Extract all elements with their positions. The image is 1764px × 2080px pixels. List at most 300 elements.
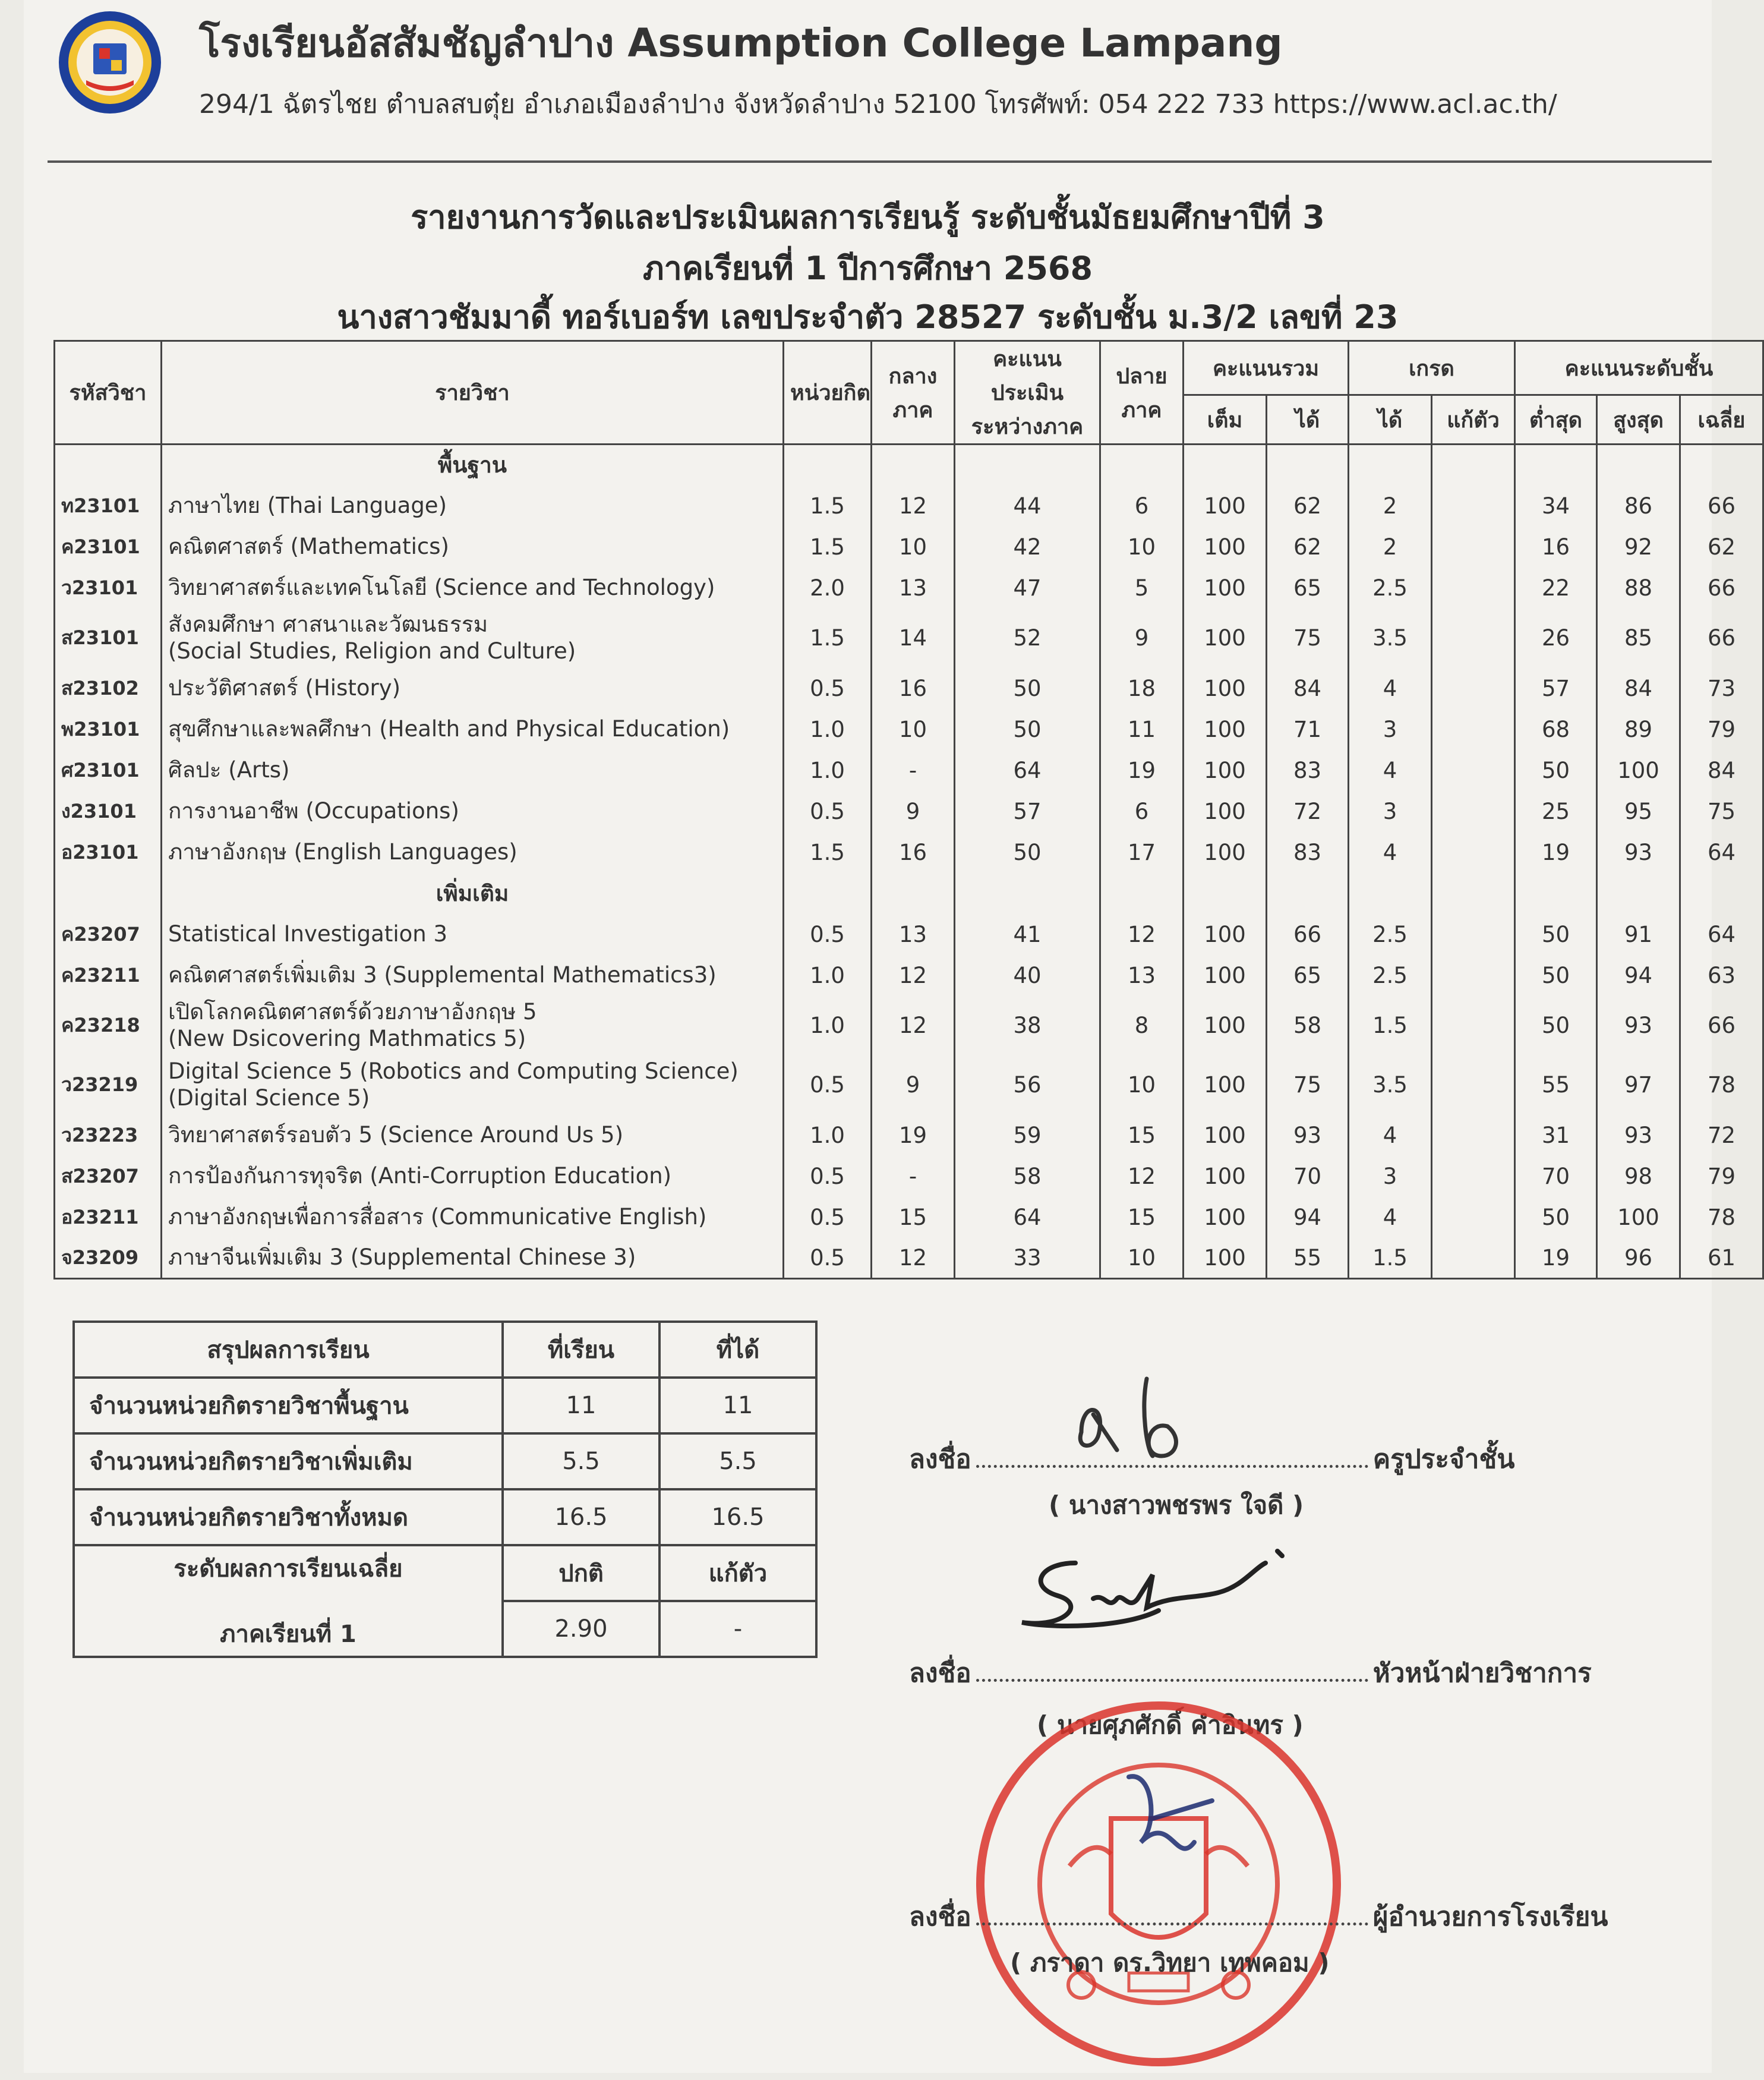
subject-name-line: เปิดโลกคณิตศาสตร์ด้วยภาษาอังกฤษ 5 bbox=[168, 999, 537, 1025]
cell-avg: 66 bbox=[1680, 609, 1763, 668]
summary-gpa-label: ระดับผลการเรียนเฉลี่ย ภาคเรียนที่ 1 bbox=[74, 1545, 503, 1657]
cell-interim: 50 bbox=[955, 668, 1100, 709]
cell-mid: 15 bbox=[872, 1197, 955, 1238]
cell-max: 94 bbox=[1597, 955, 1680, 996]
cell-avg: 72 bbox=[1680, 1115, 1763, 1156]
cell-mid: 10 bbox=[872, 527, 955, 568]
cell-grade: 3.5 bbox=[1349, 1055, 1432, 1115]
subject-name-line: การงานอาชีพ (Occupations) bbox=[168, 798, 459, 824]
cell-fix bbox=[1432, 709, 1515, 750]
cell-got: 62 bbox=[1267, 486, 1349, 527]
subject-code: อ23101 bbox=[55, 832, 162, 873]
cell-min: 50 bbox=[1515, 996, 1597, 1055]
cell-full: 100 bbox=[1184, 609, 1267, 668]
cell-grade: 4 bbox=[1349, 750, 1432, 791]
cell-got: 70 bbox=[1267, 1156, 1349, 1197]
cell-grade: 3 bbox=[1349, 791, 1432, 832]
cell-final: 13 bbox=[1100, 955, 1184, 996]
cell-full: 100 bbox=[1184, 1055, 1267, 1115]
table-row bbox=[55, 1238, 1763, 1279]
cell-fix bbox=[1432, 996, 1515, 1055]
subject-code: ค23101 bbox=[55, 527, 162, 568]
table-row bbox=[55, 668, 1763, 709]
cell-mid: 12 bbox=[872, 1238, 955, 1279]
subject-name-line: ประวัติศาสตร์ (History) bbox=[168, 675, 401, 701]
cell-grade: 4 bbox=[1349, 668, 1432, 709]
cell-fix bbox=[1432, 609, 1515, 668]
cell-mid: 9 bbox=[872, 1055, 955, 1115]
cell-interim: 41 bbox=[955, 914, 1100, 955]
subject-name-line: Statistical Investigation 3 bbox=[168, 921, 447, 947]
cell-interim: 38 bbox=[955, 996, 1100, 1055]
cell-credit: 1.0 bbox=[784, 996, 872, 1055]
table-row bbox=[55, 914, 1763, 955]
subject-name-line: ภาษาไทย (Thai Language) bbox=[168, 492, 447, 518]
cell-max: 100 bbox=[1597, 1197, 1680, 1238]
header-grade-fix: แก้ตัว bbox=[1432, 395, 1515, 445]
section-row bbox=[55, 445, 1763, 486]
report-title: รายงานการวัดและประเมินผลการเรียนรู้ ระดับชั้นมัธยมศึกษาปีที่ 3 bbox=[411, 198, 1325, 236]
cell-final: 10 bbox=[1100, 527, 1184, 568]
cell-avg: 73 bbox=[1680, 668, 1763, 709]
cell-min: 70 bbox=[1515, 1156, 1597, 1197]
cell-credit: 0.5 bbox=[784, 1055, 872, 1115]
cell-got: 83 bbox=[1267, 750, 1349, 791]
table-row bbox=[55, 1055, 1763, 1115]
cell-min: 50 bbox=[1515, 750, 1597, 791]
cell-got: 58 bbox=[1267, 996, 1349, 1055]
cell-grade: 4 bbox=[1349, 832, 1432, 873]
cell-min: 19 bbox=[1515, 832, 1597, 873]
summary-col-studied: ที่เรียน bbox=[503, 1322, 659, 1378]
cell-max: 92 bbox=[1597, 527, 1680, 568]
cell-min: 26 bbox=[1515, 609, 1597, 668]
cell-grade: 1.5 bbox=[1349, 1238, 1432, 1279]
cell-interim: 58 bbox=[955, 1156, 1100, 1197]
cell-avg: 84 bbox=[1680, 750, 1763, 791]
cell-full: 100 bbox=[1184, 750, 1267, 791]
cell-final: 6 bbox=[1100, 791, 1184, 832]
subject-name-line: สุขศึกษาและพลศึกษา (Health and Physical Education) bbox=[168, 716, 730, 742]
subject-name bbox=[162, 527, 784, 568]
cell-interim: 57 bbox=[955, 791, 1100, 832]
cell-fix bbox=[1432, 832, 1515, 873]
cell-grade: 4 bbox=[1349, 1197, 1432, 1238]
table-row bbox=[55, 955, 1763, 996]
cell-got: 93 bbox=[1267, 1115, 1349, 1156]
section-label: พื้นฐาน bbox=[162, 445, 784, 486]
school-name: โรงเรียนอัสสัมชัญลำปาง Assumption College Lampang bbox=[199, 20, 1283, 66]
director-sign-line: ลงชื่อ ผู้อำนวยการโรงเรียน bbox=[909, 1902, 1608, 1932]
cell-grade: 1.5 bbox=[1349, 996, 1432, 1055]
cell-mid: 14 bbox=[872, 609, 955, 668]
subject-name bbox=[162, 1197, 784, 1238]
cell-credit: 1.0 bbox=[784, 750, 872, 791]
cell-max: 85 bbox=[1597, 609, 1680, 668]
summary-header: สรุปผลการเรียน bbox=[74, 1322, 503, 1378]
subject-name-line: คณิตศาสตร์เพิ่มเติม 3 (Supplemental Mathematics3) bbox=[168, 962, 717, 988]
header-final: ปลาย ภาค bbox=[1100, 341, 1184, 445]
cell-credit: 1.5 bbox=[784, 832, 872, 873]
subject-name bbox=[162, 914, 784, 955]
cell-avg: 75 bbox=[1680, 791, 1763, 832]
summary-additional-label: จำนวนหน่วยกิตรายวิชาเพิ่มเติม bbox=[74, 1433, 503, 1489]
cell-grade: 3 bbox=[1349, 1156, 1432, 1197]
cell-interim: 40 bbox=[955, 955, 1100, 996]
cell-grade: 2.5 bbox=[1349, 914, 1432, 955]
cell-fix bbox=[1432, 750, 1515, 791]
cell-avg: 79 bbox=[1680, 709, 1763, 750]
subject-name-line: ภาษาจีนเพิ่มเติม 3 (Supplemental Chinese 3) bbox=[168, 1244, 636, 1271]
cell-min: 50 bbox=[1515, 914, 1597, 955]
header-level-avg: เฉลี่ย bbox=[1680, 395, 1763, 445]
cell-got: 71 bbox=[1267, 709, 1349, 750]
subject-code: อ23211 bbox=[55, 1197, 162, 1238]
cell-fix bbox=[1432, 486, 1515, 527]
school-seal-stamp bbox=[963, 1688, 1355, 2080]
cell-credit: 1.0 bbox=[784, 955, 872, 996]
cell-interim: 64 bbox=[955, 750, 1100, 791]
cell-credit: 0.5 bbox=[784, 1238, 872, 1279]
cell-max: 88 bbox=[1597, 568, 1680, 609]
cell-min: 57 bbox=[1515, 668, 1597, 709]
subject-name-line: Digital Science 5 (Robotics and Computing Science) bbox=[168, 1058, 739, 1085]
cell-credit: 0.5 bbox=[784, 1156, 872, 1197]
cell-mid: - bbox=[872, 1156, 955, 1197]
cell-mid: 13 bbox=[872, 914, 955, 955]
cell-max: 96 bbox=[1597, 1238, 1680, 1279]
cell-avg: 79 bbox=[1680, 1156, 1763, 1197]
cell-credit: 0.5 bbox=[784, 914, 872, 955]
cell-interim: 50 bbox=[955, 832, 1100, 873]
cell-min: 22 bbox=[1515, 568, 1597, 609]
cell-interim: 42 bbox=[955, 527, 1100, 568]
teacher-sign-line: ลงชื่อ ครูประจำชั้น bbox=[909, 1444, 1515, 1474]
cell-max: 84 bbox=[1597, 668, 1680, 709]
subject-name bbox=[162, 955, 784, 996]
table-row bbox=[55, 609, 1763, 668]
cell-credit: 0.5 bbox=[784, 1197, 872, 1238]
cell-got: 62 bbox=[1267, 527, 1349, 568]
subject-name bbox=[162, 486, 784, 527]
cell-interim: 33 bbox=[955, 1238, 1100, 1279]
subject-code: จ23209 bbox=[55, 1238, 162, 1279]
cell-grade: 2.5 bbox=[1349, 955, 1432, 996]
cell-credit: 1.5 bbox=[784, 527, 872, 568]
cell-max: 86 bbox=[1597, 486, 1680, 527]
summary-col-earned: ที่ได้ bbox=[659, 1322, 816, 1378]
cell-fix bbox=[1432, 1115, 1515, 1156]
cell-final: 5 bbox=[1100, 568, 1184, 609]
cell-final: 12 bbox=[1100, 1156, 1184, 1197]
subject-code: ส23207 bbox=[55, 1156, 162, 1197]
summary-total-earned: 16.5 bbox=[659, 1489, 816, 1545]
student-info: นางสาวชัมมาดี้ ทอร์เบอร์ท เลขประจำตัว 28527 ระดับชั้น ม.3/2 เลขที่ 23 bbox=[337, 298, 1399, 336]
subject-code: ว23101 bbox=[55, 568, 162, 609]
subject-name-line: ภาษาอังกฤษเพื่อการสื่อสาร (Communicative English) bbox=[168, 1203, 707, 1230]
subject-name-line: ภาษาอังกฤษ (English Languages) bbox=[168, 839, 517, 865]
table-row bbox=[55, 996, 1763, 1055]
summary-gpa-normal: 2.90 bbox=[503, 1601, 659, 1657]
subject-name-line: วิทยาศาสตร์รอบตัว 5 (Science Around Us 5) bbox=[168, 1121, 624, 1148]
cell-final: 6 bbox=[1100, 486, 1184, 527]
cell-credit: 0.5 bbox=[784, 791, 872, 832]
subject-name-line: การป้องกันการทุจริต (Anti-Corruption Education) bbox=[168, 1162, 672, 1189]
header-divider bbox=[48, 160, 1712, 163]
cell-credit: 1.0 bbox=[784, 709, 872, 750]
subject-name-line2: (Social Studies, Religion and Culture) bbox=[168, 638, 576, 664]
subject-name bbox=[162, 709, 784, 750]
table-row bbox=[55, 750, 1763, 791]
subject-code: ส23101 bbox=[55, 609, 162, 668]
cell-got: 94 bbox=[1267, 1197, 1349, 1238]
cell-avg: 62 bbox=[1680, 527, 1763, 568]
cell-got: 55 bbox=[1267, 1238, 1349, 1279]
cell-full: 100 bbox=[1184, 955, 1267, 996]
cell-mid: 12 bbox=[872, 955, 955, 996]
table-row bbox=[55, 527, 1763, 568]
subject-name-line: สังคมศึกษา ศาสนาและวัฒนธรรม bbox=[168, 612, 488, 638]
cell-avg: 66 bbox=[1680, 486, 1763, 527]
table-row bbox=[55, 486, 1763, 527]
summary-additional-studied: 5.5 bbox=[503, 1433, 659, 1489]
summary-gpa-fix: - bbox=[659, 1601, 816, 1657]
cell-final: 10 bbox=[1100, 1055, 1184, 1115]
subject-code: ค23218 bbox=[55, 996, 162, 1055]
subject-name bbox=[162, 568, 784, 609]
cell-final: 18 bbox=[1100, 668, 1184, 709]
cell-credit: 1.5 bbox=[784, 486, 872, 527]
header-total-score: คะแนนรวม bbox=[1184, 341, 1349, 395]
cell-avg: 78 bbox=[1680, 1055, 1763, 1115]
cell-avg: 63 bbox=[1680, 955, 1763, 996]
academic-head-signature bbox=[1004, 1539, 1337, 1646]
cell-got: 65 bbox=[1267, 568, 1349, 609]
cell-min: 68 bbox=[1515, 709, 1597, 750]
header-code: รหัสวิชา bbox=[55, 341, 162, 445]
director-name: ( ภราดา ดร.วิทยา เทพคอม ) bbox=[1010, 1948, 1330, 1977]
subject-name bbox=[162, 1055, 784, 1115]
cell-min: 31 bbox=[1515, 1115, 1597, 1156]
cell-mid: 16 bbox=[872, 668, 955, 709]
school-address: 294/1 ฉัตรไชย ตำบลสบตุ๋ย อำเภอเมืองลำปาง จังหวัดลำปาง 52100 โทรศัพท์: 054 222 733 https://www.acl.ac.th/ bbox=[199, 89, 1557, 119]
cell-final: 15 bbox=[1100, 1115, 1184, 1156]
cell-max: 93 bbox=[1597, 996, 1680, 1055]
subject-name-line2: (New Dsicovering Mathmatics 5) bbox=[168, 1025, 526, 1051]
cell-fix bbox=[1432, 1156, 1515, 1197]
cell-interim: 64 bbox=[955, 1197, 1100, 1238]
cell-fix bbox=[1432, 568, 1515, 609]
cell-grade: 2 bbox=[1349, 527, 1432, 568]
cell-full: 100 bbox=[1184, 1197, 1267, 1238]
cell-grade: 2.5 bbox=[1349, 568, 1432, 609]
cell-fix bbox=[1432, 1197, 1515, 1238]
cell-avg: 64 bbox=[1680, 914, 1763, 955]
subject-name-line: คณิตศาสตร์ (Mathematics) bbox=[168, 533, 449, 559]
cell-max: 98 bbox=[1597, 1156, 1680, 1197]
cell-got: 66 bbox=[1267, 914, 1349, 955]
header-level-score: คะแนนระดับชั้น bbox=[1515, 341, 1763, 395]
cell-mid: 19 bbox=[872, 1115, 955, 1156]
subject-name bbox=[162, 996, 784, 1055]
cell-mid: 9 bbox=[872, 791, 955, 832]
cell-got: 84 bbox=[1267, 668, 1349, 709]
cell-interim: 59 bbox=[955, 1115, 1100, 1156]
cell-min: 19 bbox=[1515, 1238, 1597, 1279]
section-row bbox=[55, 873, 1763, 914]
grades-table bbox=[53, 340, 1764, 1279]
summary-col-fix: แก้ตัว bbox=[659, 1545, 816, 1601]
subject-name bbox=[162, 609, 784, 668]
cell-max: 91 bbox=[1597, 914, 1680, 955]
subject-name bbox=[162, 750, 784, 791]
subject-name bbox=[162, 832, 784, 873]
cell-mid: - bbox=[872, 750, 955, 791]
cell-fix bbox=[1432, 527, 1515, 568]
cell-max: 97 bbox=[1597, 1055, 1680, 1115]
subject-name-line2: (Digital Science 5) bbox=[168, 1085, 370, 1111]
cell-got: 65 bbox=[1267, 955, 1349, 996]
report-page bbox=[24, 0, 1746, 2073]
summary-total-label: จำนวนหน่วยกิตรายวิชาทั้งหมด bbox=[74, 1489, 503, 1545]
cell-full: 100 bbox=[1184, 1156, 1267, 1197]
header-level-min: ต่ำสุด bbox=[1515, 395, 1597, 445]
cell-max: 89 bbox=[1597, 709, 1680, 750]
table-row bbox=[55, 568, 1763, 609]
subject-code: ศ23101 bbox=[55, 750, 162, 791]
subject-code: ว23219 bbox=[55, 1055, 162, 1115]
cell-avg: 64 bbox=[1680, 832, 1763, 873]
subject-name bbox=[162, 668, 784, 709]
header-subject: รายวิชา bbox=[162, 341, 784, 445]
header-level-max: สูงสุด bbox=[1597, 395, 1680, 445]
table-row bbox=[55, 791, 1763, 832]
cell-avg: 66 bbox=[1680, 568, 1763, 609]
subject-name-line: วิทยาศาสตร์และเทคโนโลยี (Science and Technology) bbox=[168, 574, 715, 600]
cell-full: 100 bbox=[1184, 914, 1267, 955]
cell-final: 10 bbox=[1100, 1238, 1184, 1279]
cell-full: 100 bbox=[1184, 527, 1267, 568]
cell-fix bbox=[1432, 668, 1515, 709]
subject-code: ส23102 bbox=[55, 668, 162, 709]
academic-head-name: ( นายศุภศักดิ์ คำอินทร ) bbox=[1037, 1710, 1304, 1739]
table-row bbox=[55, 709, 1763, 750]
cell-max: 95 bbox=[1597, 791, 1680, 832]
summary-col-normal: ปกติ bbox=[503, 1545, 659, 1601]
cell-full: 100 bbox=[1184, 1238, 1267, 1279]
header-total-full: เต็ม bbox=[1184, 395, 1267, 445]
cell-avg: 78 bbox=[1680, 1197, 1763, 1238]
table-row bbox=[55, 1115, 1763, 1156]
academic-sign-line: ลงชื่อ หัวหน้าฝ่ายวิชาการ bbox=[909, 1658, 1592, 1688]
cell-final: 11 bbox=[1100, 709, 1184, 750]
subject-code: ท23101 bbox=[55, 486, 162, 527]
cell-interim: 47 bbox=[955, 568, 1100, 609]
cell-full: 100 bbox=[1184, 486, 1267, 527]
subject-code: ค23207 bbox=[55, 914, 162, 955]
school-crest-icon bbox=[56, 9, 163, 116]
cell-credit: 0.5 bbox=[784, 668, 872, 709]
summary-basic-studied: 11 bbox=[503, 1378, 659, 1433]
cell-got: 83 bbox=[1267, 832, 1349, 873]
cell-got: 72 bbox=[1267, 791, 1349, 832]
cell-min: 34 bbox=[1515, 486, 1597, 527]
cell-avg: 66 bbox=[1680, 996, 1763, 1055]
subject-name bbox=[162, 1156, 784, 1197]
cell-mid: 12 bbox=[872, 486, 955, 527]
cell-interim: 56 bbox=[955, 1055, 1100, 1115]
subject-code: ง23101 bbox=[55, 791, 162, 832]
cell-final: 12 bbox=[1100, 914, 1184, 955]
header-grade: เกรด bbox=[1349, 341, 1515, 395]
cell-fix bbox=[1432, 791, 1515, 832]
table-row bbox=[55, 1197, 1763, 1238]
cell-fix bbox=[1432, 914, 1515, 955]
cell-grade: 2 bbox=[1349, 486, 1432, 527]
table-row bbox=[55, 1156, 1763, 1197]
report-term: ภาคเรียนที่ 1 ปีการศึกษา 2568 bbox=[642, 250, 1093, 287]
header-midterm: กลาง ภาค bbox=[872, 341, 955, 445]
section-label: เพิ่มเติม bbox=[162, 873, 784, 914]
summary-basic-earned: 11 bbox=[659, 1378, 816, 1433]
cell-final: 17 bbox=[1100, 832, 1184, 873]
cell-grade: 3 bbox=[1349, 709, 1432, 750]
cell-fix bbox=[1432, 1238, 1515, 1279]
cell-min: 50 bbox=[1515, 955, 1597, 996]
header-total-got: ได้ bbox=[1267, 395, 1349, 445]
cell-got: 75 bbox=[1267, 609, 1349, 668]
cell-full: 100 bbox=[1184, 996, 1267, 1055]
cell-got: 75 bbox=[1267, 1055, 1349, 1115]
cell-credit: 1.5 bbox=[784, 609, 872, 668]
cell-full: 100 bbox=[1184, 832, 1267, 873]
cell-final: 9 bbox=[1100, 609, 1184, 668]
table-row bbox=[55, 832, 1763, 873]
cell-full: 100 bbox=[1184, 791, 1267, 832]
summary-basic-label: จำนวนหน่วยกิตรายวิชาพื้นฐาน bbox=[74, 1378, 503, 1433]
cell-grade: 4 bbox=[1349, 1115, 1432, 1156]
cell-interim: 50 bbox=[955, 709, 1100, 750]
cell-min: 50 bbox=[1515, 1197, 1597, 1238]
cell-full: 100 bbox=[1184, 709, 1267, 750]
cell-mid: 12 bbox=[872, 996, 955, 1055]
cell-mid: 13 bbox=[872, 568, 955, 609]
cell-credit: 1.0 bbox=[784, 1115, 872, 1156]
cell-mid: 16 bbox=[872, 832, 955, 873]
grades-table-body bbox=[55, 445, 1763, 1279]
cell-grade: 3.5 bbox=[1349, 609, 1432, 668]
cell-interim: 52 bbox=[955, 609, 1100, 668]
cell-full: 100 bbox=[1184, 1115, 1267, 1156]
cell-credit: 2.0 bbox=[784, 568, 872, 609]
cell-max: 100 bbox=[1597, 750, 1680, 791]
cell-final: 15 bbox=[1100, 1197, 1184, 1238]
cell-max: 93 bbox=[1597, 832, 1680, 873]
subject-code: พ23101 bbox=[55, 709, 162, 750]
subject-name bbox=[162, 1115, 784, 1156]
teacher-name: ( นางสาวพชรพร ใจดี ) bbox=[1049, 1490, 1304, 1520]
cell-avg: 61 bbox=[1680, 1238, 1763, 1279]
summary-total-studied: 16.5 bbox=[503, 1489, 659, 1545]
subject-name-line: ศิลปะ (Arts) bbox=[168, 757, 290, 783]
subject-name bbox=[162, 1238, 784, 1279]
cell-final: 8 bbox=[1100, 996, 1184, 1055]
cell-interim: 44 bbox=[955, 486, 1100, 527]
subject-code: ค23211 bbox=[55, 955, 162, 996]
summary-additional-earned: 5.5 bbox=[659, 1433, 816, 1489]
summary-table bbox=[72, 1321, 818, 1658]
subject-name bbox=[162, 791, 784, 832]
